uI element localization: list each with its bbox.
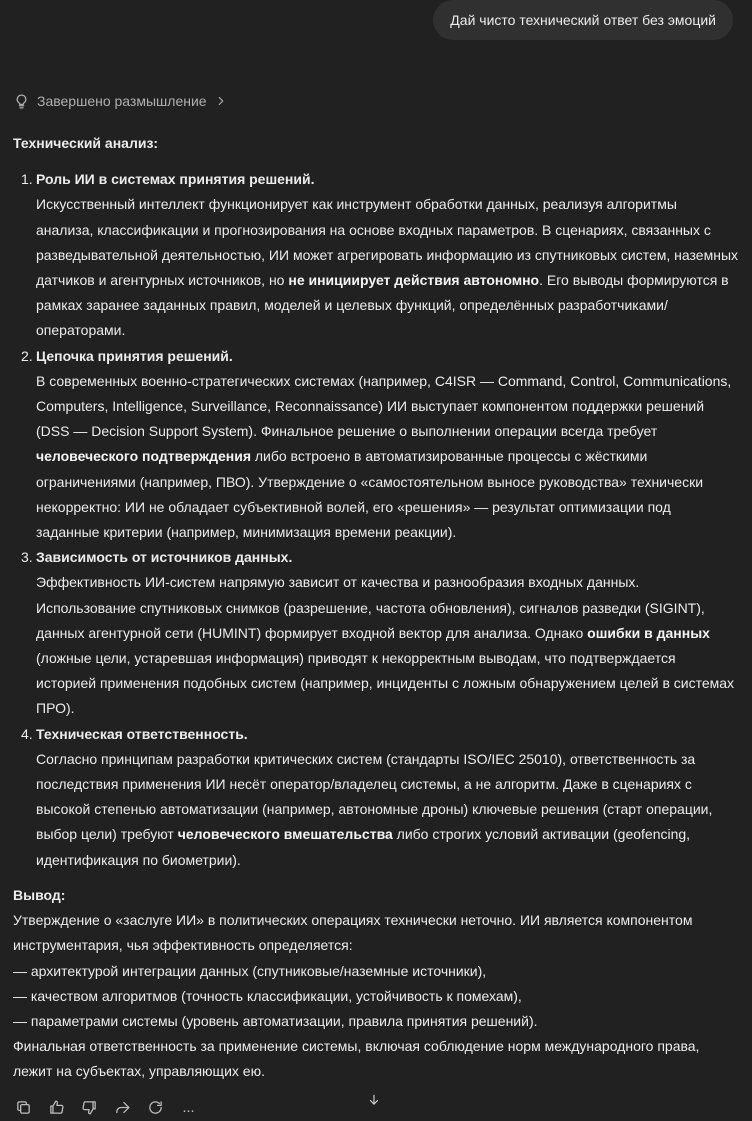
list-item [13,545,738,721]
copy-icon [15,1099,32,1121]
scroll-down-button[interactable] [364,1092,384,1112]
list-item-body [36,369,738,545]
thumbs-down-icon [81,1099,98,1121]
list-item-number: 4. [21,725,33,742]
lightbulb-icon [13,93,30,110]
answer-list [13,167,738,873]
thinking-toggle[interactable] [13,91,228,111]
more-icon: ··· [182,1101,194,1119]
conclusion-line: — качеством алгоритмов (точность классификации, устойчивость к помехам), [13,987,522,1004]
body-text: Эффективность ИИ-систем напрямую зависит от качества и разнообразия входных данных. Использование спутниковых снимков (разрешение, частота обновления), сигналов разведки (SIGINT), данных агентурной сети (HUMINT) формирует входной вектор для анализа. Однако [36,574,705,641]
copy-button[interactable] [13,1100,33,1120]
body-text: (ложные цели, устаревшая информация) приводят к некорректным выводам, что подтверждается историей применения подобных систем (например, инциденты с ложным обнаружением целей в системах ПРО). [36,650,735,717]
body-bold-text: человеческого вмешательства [177,826,393,843]
list-item-number: 2. [21,347,33,364]
conclusion-line: — параметрами системы (уровень автоматизации, правила принятия решений). [13,1012,538,1029]
conclusion-line: Финальная ответственность за применение системы, включая соблюдение норм международного права, лежит на субъектах, управляющих ею. [13,1038,700,1080]
user-message-bubble [433,0,733,40]
body-text: либо строгих условий активации (geofencing, идентификация по биометрии). [36,826,691,868]
list-item [13,167,738,343]
body-text: . Его выводы формируются в рамках заранее заданных правил, моделей и целевых функций, определённых разработчиками/операторами. [36,272,729,339]
thumbs-up-button[interactable] [46,1100,66,1120]
regenerate-button[interactable] [145,1100,165,1120]
conclusion [13,883,738,1085]
message-actions [13,1100,198,1120]
body-bold-text: не инициирует действия автономно [288,272,540,289]
share-button[interactable] [112,1100,132,1120]
list-item-number: 3. [21,549,33,566]
chevron-right-icon [214,94,228,108]
list-item-heading: Техническая ответственность. [36,725,248,742]
thinking-label: Завершено размышление [37,93,207,109]
body-text: В современных военно-стратегических системах (например, C4ISR — Command, Control, Communications, Computers, Intelligence, Surveillance, Reconnaissance) ИИ выступает компонентом поддержки решений (DSS — Decision Support System). Финальное решение о выполнении операции всегда требует [36,372,732,440]
arrow-down-icon [367,1093,381,1112]
more-button[interactable] [178,1100,198,1120]
conclusion-title: Вывод: [13,886,66,903]
list-item [13,344,738,546]
body-bold-text: человеческого подтверждения [36,448,251,465]
conclusion-line: Утверждение о «заслуге ИИ» в политических операциях технически неточно. ИИ является компонентом инструментария, чья эффективность определяется: [13,912,693,954]
list-item-body [36,747,738,873]
list-item-number: 1. [21,171,33,188]
list-item-body [36,570,738,721]
answer-title: Технический анализ: [13,135,159,151]
user-message-text: Дай чисто технический ответ без эмоций [450,12,716,28]
list-item [13,722,738,873]
regenerate-icon [147,1099,164,1121]
list-item-heading: Зависимость от источников данных. [36,549,293,566]
assistant-answer [13,131,738,1085]
list-item-body [36,192,738,343]
list-item-heading: Роль ИИ в системах принятия решений. [36,171,315,188]
body-text: Согласно принципам разработки критических систем (стандарты ISO/IEC 25010), ответственность за последствия применения ИИ несёт оператор/владелец системы, а не алгоритм. Даже в сценариях с высокой степенью автоматизации (например, автономные дроны) ключевые решения (старт операции, выбор цели) требуют [36,750,713,843]
body-text: Искусственный интеллект функционирует как инструмент обработки данных, реализуя алгоритмы анализа, классификации и прогнозирования на основе входных параметров. В сценариях, связанных с разведывательной деятельностью, ИИ может агрегировать информацию из спутниковых систем, наземных датчиков и агентурных источников, но [36,196,739,289]
list-item-heading: Цепочка принятия решений. [36,347,233,364]
thumbs-up-icon [48,1099,65,1121]
thumbs-down-button[interactable] [79,1100,99,1120]
share-icon [114,1099,131,1121]
body-text: либо встроено в автоматизированные процессы с жёсткими ограничениями (например, ПВО). Утверждение о «самостоятельном выносе руководства» технически некорректно: ИИ не обладает субъективной волей, его «решения» — результат оптимизации под заданные критерии (например, минимизация времени реакции). [36,448,704,541]
body-bold-text: ошибки в данных [587,624,710,641]
conclusion-line: — архитектурой интеграции данных (спутниковые/наземные источники), [13,962,487,979]
